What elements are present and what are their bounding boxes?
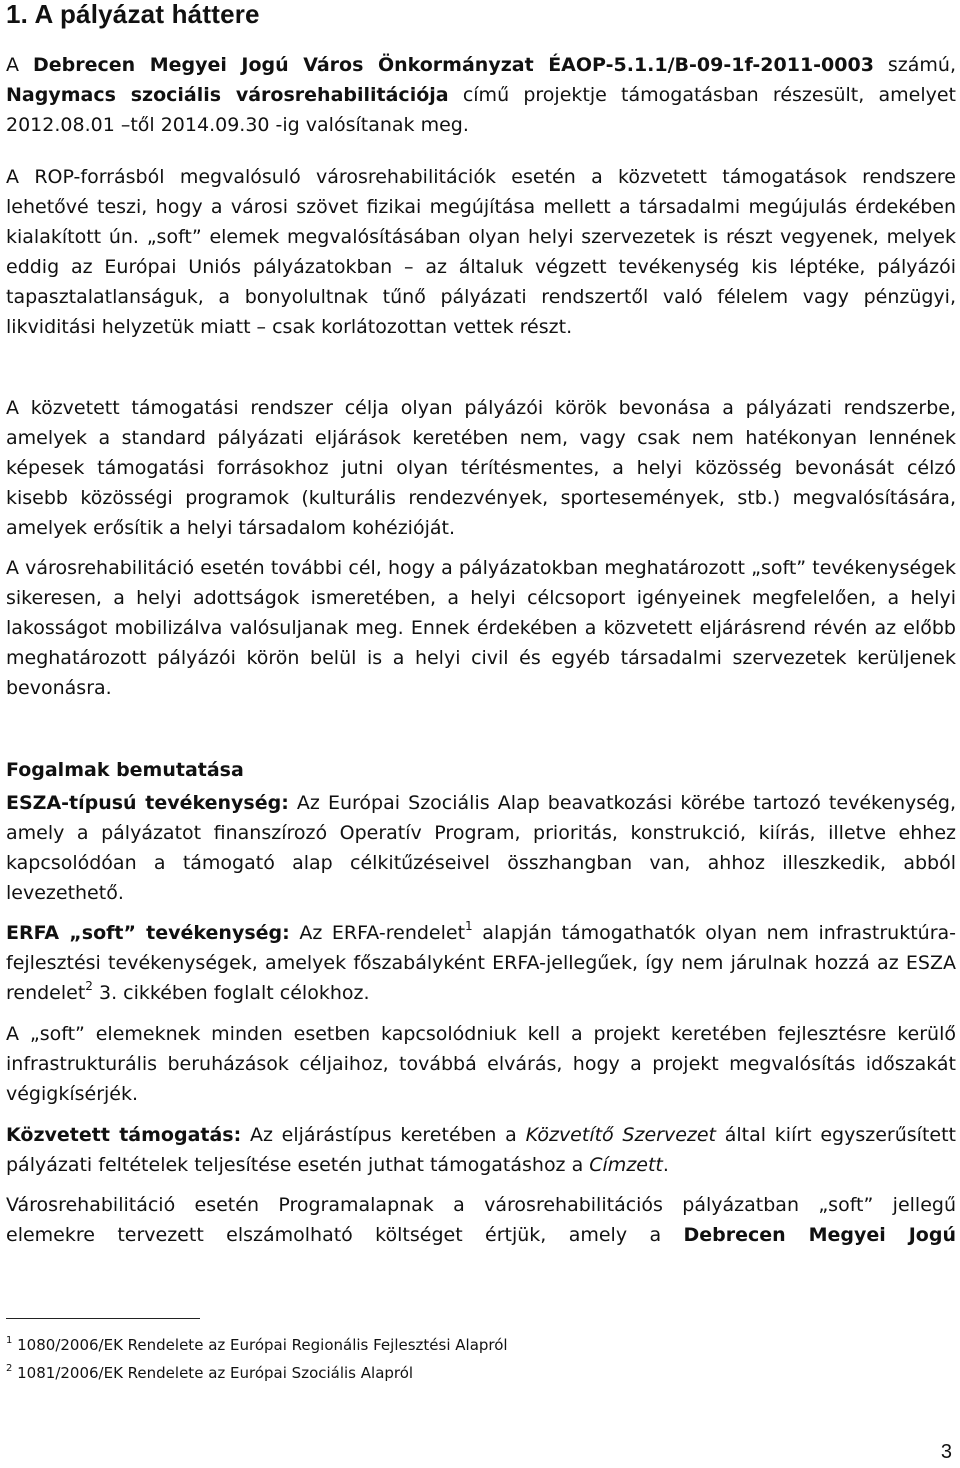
intro-project-name: Nagymacs szociális városrehabilitációja [6, 84, 449, 106]
programalap-paragraph [6, 1190, 956, 1250]
varosrehab-paragraph [6, 553, 956, 703]
erfa-term: ERFA „soft” tevékenység: [6, 922, 290, 944]
rop-paragraph [6, 162, 956, 342]
soft-text: A „soft” elemeknek minden esetben kapcsolódniuk kell a projekt keretében fejlesztésre kerülő infrastrukturális beruházások céljaihoz, továbbá elvárás, hogy a projekt megvalósítás időszakát végigkísérjék. [6, 1023, 956, 1105]
esza-text: Az Európai Szociális Alap beavatkozási körébe tartozó tevékenység, amely a pályázatot finanszírozó Operatív Program, prioritás, konstrukció, kiírás, illetve ehhez kapcsolódóan a támogató alap célkitűzéseivel összhangban van, ahhoz illeszkedik, abból levezethető. [6, 792, 956, 904]
varosrehab-text: A városrehabilitáció esetén további cél, hogy a pályázatokban meghatározott „soft” tevékenységek sikeresen, a helyi adottságok ismeretében, a helyi célcsoport igényeinek megfelelően, a helyi lakosságot mobilizálva valósuljanak meg. Ennek érdekében a közvetett eljárásrend révén az előbb meghatározott pályázói körön belül is a helyi civil és egyéb társadalmi szervezetek kerüljenek bevonásra. [6, 557, 956, 699]
erfa-text-1: Az ERFA-rendelet [289, 922, 466, 944]
footnote-ref-2[interactable]: 2 [85, 978, 93, 993]
rop-text: A ROP-forrásból megvalósuló városrehabilitációk esetén a közvetett támogatások rendszere lehetővé teszi, hogy a városi szövet fizikai megújítása mellett a társadalmi megújulás érdekében kialakított ún. „soft” elemek megvalósításában olyan helyi szervezetek is részt vegyenek, melyek eddig az Európai Uniós pályázatokban – az általuk végzett tevékenység kis léptéke, pályázói tapasztalatlanságuk, a bonyolultnak tűnő pályázati rendszertől való félelem vagy pénzügyi, likviditási helyzetük miatt – csak korlátozottan vettek részt. [6, 166, 956, 338]
footnote-1-number: 1 [6, 1335, 13, 1346]
programalap-org: Debrecen Megyei Jogú [683, 1224, 956, 1246]
esza-term: ESZA-típusú tevékenység: [6, 792, 289, 814]
intro-org-name: Debrecen Megyei Jogú Város Önkormányzat ÉAOP-5.1.1/B-09-1f-2011-0003 [32, 54, 874, 76]
kozvetett-definition [6, 1120, 956, 1180]
cimzett: Címzett [589, 1154, 663, 1176]
footnote-1-text: 1080/2006/EK Rendelete az Európai Regionális Fejlesztési Alapról [12, 1336, 508, 1354]
intro-text-1: A [6, 54, 33, 76]
kozvetett-term: Közvetett támogatás: [6, 1124, 242, 1146]
concepts-heading-block [6, 755, 956, 785]
kozvetett-text: A közvetett támogatási rendszer célja olyan pályázói körök bevonása a pályázati rendszerbe, amelyek a standard pályázati eljárások keretében nem, vagy csak nem hatékonyan lennének képesek támogatási forrásokhoz jutni olyan térítésmentes, a helyi közösség bevonását célzó kisebb közösségi programok (kulturális rendezvények, sportesemények, stb.) megvalósítására, amelyek erősítik a helyi társadalom kohézióját. [6, 397, 956, 539]
intro-text-3: című projektje támogatásban részesült, amelyet 2012.08.01 –től 2014.09.30 -ig valósítanak meg. [6, 84, 957, 136]
footnote-2-text: 1081/2006/EK Rendelete az Európai Szociális Alapról [12, 1364, 414, 1382]
kozvetett-def-text-3: . [662, 1154, 669, 1176]
intro-paragraph [6, 50, 956, 140]
concepts-heading: Fogalmak bemutatása [6, 759, 244, 781]
soft-paragraph [6, 1019, 956, 1109]
footnote-2 [6, 1362, 413, 1384]
footnote-separator [6, 1318, 200, 1319]
page-number: 3 [940, 1441, 952, 1463]
erfa-text-3: 3. cikkében foglalt célokhoz. [92, 982, 370, 1004]
footnote-2-number: 2 [6, 1363, 13, 1374]
erfa-definition [6, 918, 956, 1008]
kozvetett-def-text-2: által kiírt egyszerűsített pályázati feltételek teljesítése esetén juthat támogatáshoz a [6, 1124, 956, 1176]
footnote-1 [6, 1334, 508, 1356]
section-title: 1. A pályázat háttere [6, 0, 260, 29]
programalap-text: Városrehabilitáció esetén Programalapnak a városrehabilitációs pályázatban „soft” jellegű elemekre tervezett elszámolható költséget értjük, amely a [6, 1194, 956, 1246]
kozvetett-def-text-1: Az eljárástípus keretében a [241, 1124, 526, 1146]
erfa-text-2: alapján támogathatók olyan nem infrastruktúra-fejlesztési tevékenységek, amelyek főszabályként ERFA-jellegűek, így nem járulnak hozzá az ESZA rendelet [6, 922, 956, 1004]
footnote-ref-1[interactable]: 1 [465, 918, 473, 933]
intro-text-2: számú, [873, 54, 957, 76]
kozvetett-paragraph [6, 393, 956, 543]
esza-definition [6, 788, 956, 908]
kozvetito-szervezet: Közvetítő Szervezet [525, 1124, 717, 1146]
